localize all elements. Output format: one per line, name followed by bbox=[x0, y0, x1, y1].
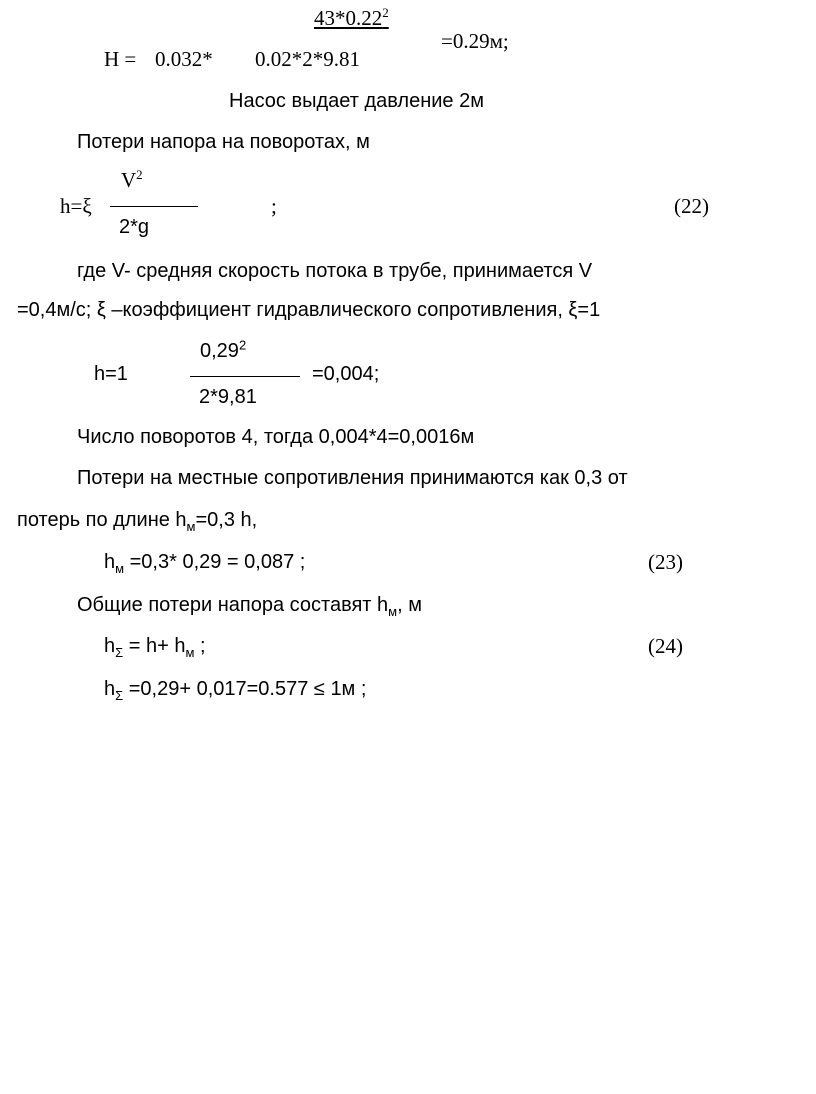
formula-22-number: (22) bbox=[674, 194, 709, 218]
formula-h-denominator: 0.02*2*9.81 bbox=[255, 47, 360, 71]
explanation-line-1: где V- средняя скорость потока в трубе, принимается V bbox=[77, 260, 593, 282]
formula-final-expression: $h_\Sigma =0,29+ 0,017=0.577 \le 1м$ ; bbox=[104, 678, 367, 703]
pump-pressure-text: Насос выдает давление 2м bbox=[229, 90, 484, 112]
formula-h1-fraction-line bbox=[190, 376, 300, 377]
formula-24-number: (24) bbox=[648, 634, 683, 658]
formula-h1-numerator: 0,29$^2$ bbox=[200, 337, 247, 362]
formula-22-separator: ; bbox=[271, 194, 277, 218]
turns-count-text: Число поворотов 4, тогда 0,004*4=0,0016м bbox=[77, 426, 475, 448]
explanation-line-2: =0,4м/с; ξ –коэффициент гидравлического сопротивления, ξ=1 bbox=[17, 299, 601, 321]
formula-23-number: (23) bbox=[648, 550, 683, 574]
formula-h-lhs: H = bbox=[104, 47, 137, 71]
formula-24-expression: $h_\Sigma = h+ h_м$ ; bbox=[104, 635, 206, 660]
formula-h-coefficient: 0.032* bbox=[155, 47, 213, 71]
formula-22-denominator: 2*g bbox=[119, 216, 150, 238]
formula-22-numerator: $V^2$ bbox=[121, 167, 143, 192]
formula-h1-denominator: 2*9,81 bbox=[199, 386, 257, 408]
formula-22-lhs: h=ξ bbox=[60, 194, 92, 218]
turn-losses-heading: Потери напора на поворотах, м bbox=[77, 131, 370, 153]
formula-23-expression: $h_м =0,3*$ 0,29 = 0,087 ; bbox=[104, 551, 306, 576]
local-losses-line-2: потерь по длине $h_м=0,3$ h, bbox=[17, 509, 258, 534]
formula-22-fraction-line bbox=[110, 206, 198, 207]
formula-h1-lhs: h=1 bbox=[94, 363, 128, 385]
formula-h-result: =0.29м; bbox=[441, 29, 509, 53]
total-losses-heading: Общие потери напора составят $h_м$, м bbox=[77, 594, 422, 619]
local-losses-line-1: Потери на местные сопротивления принимаются как 0,3 от bbox=[77, 467, 628, 489]
formula-h1-result: =0,004; bbox=[312, 363, 380, 385]
formula-h-numerator: 43*0.22$^2$ bbox=[314, 5, 389, 30]
